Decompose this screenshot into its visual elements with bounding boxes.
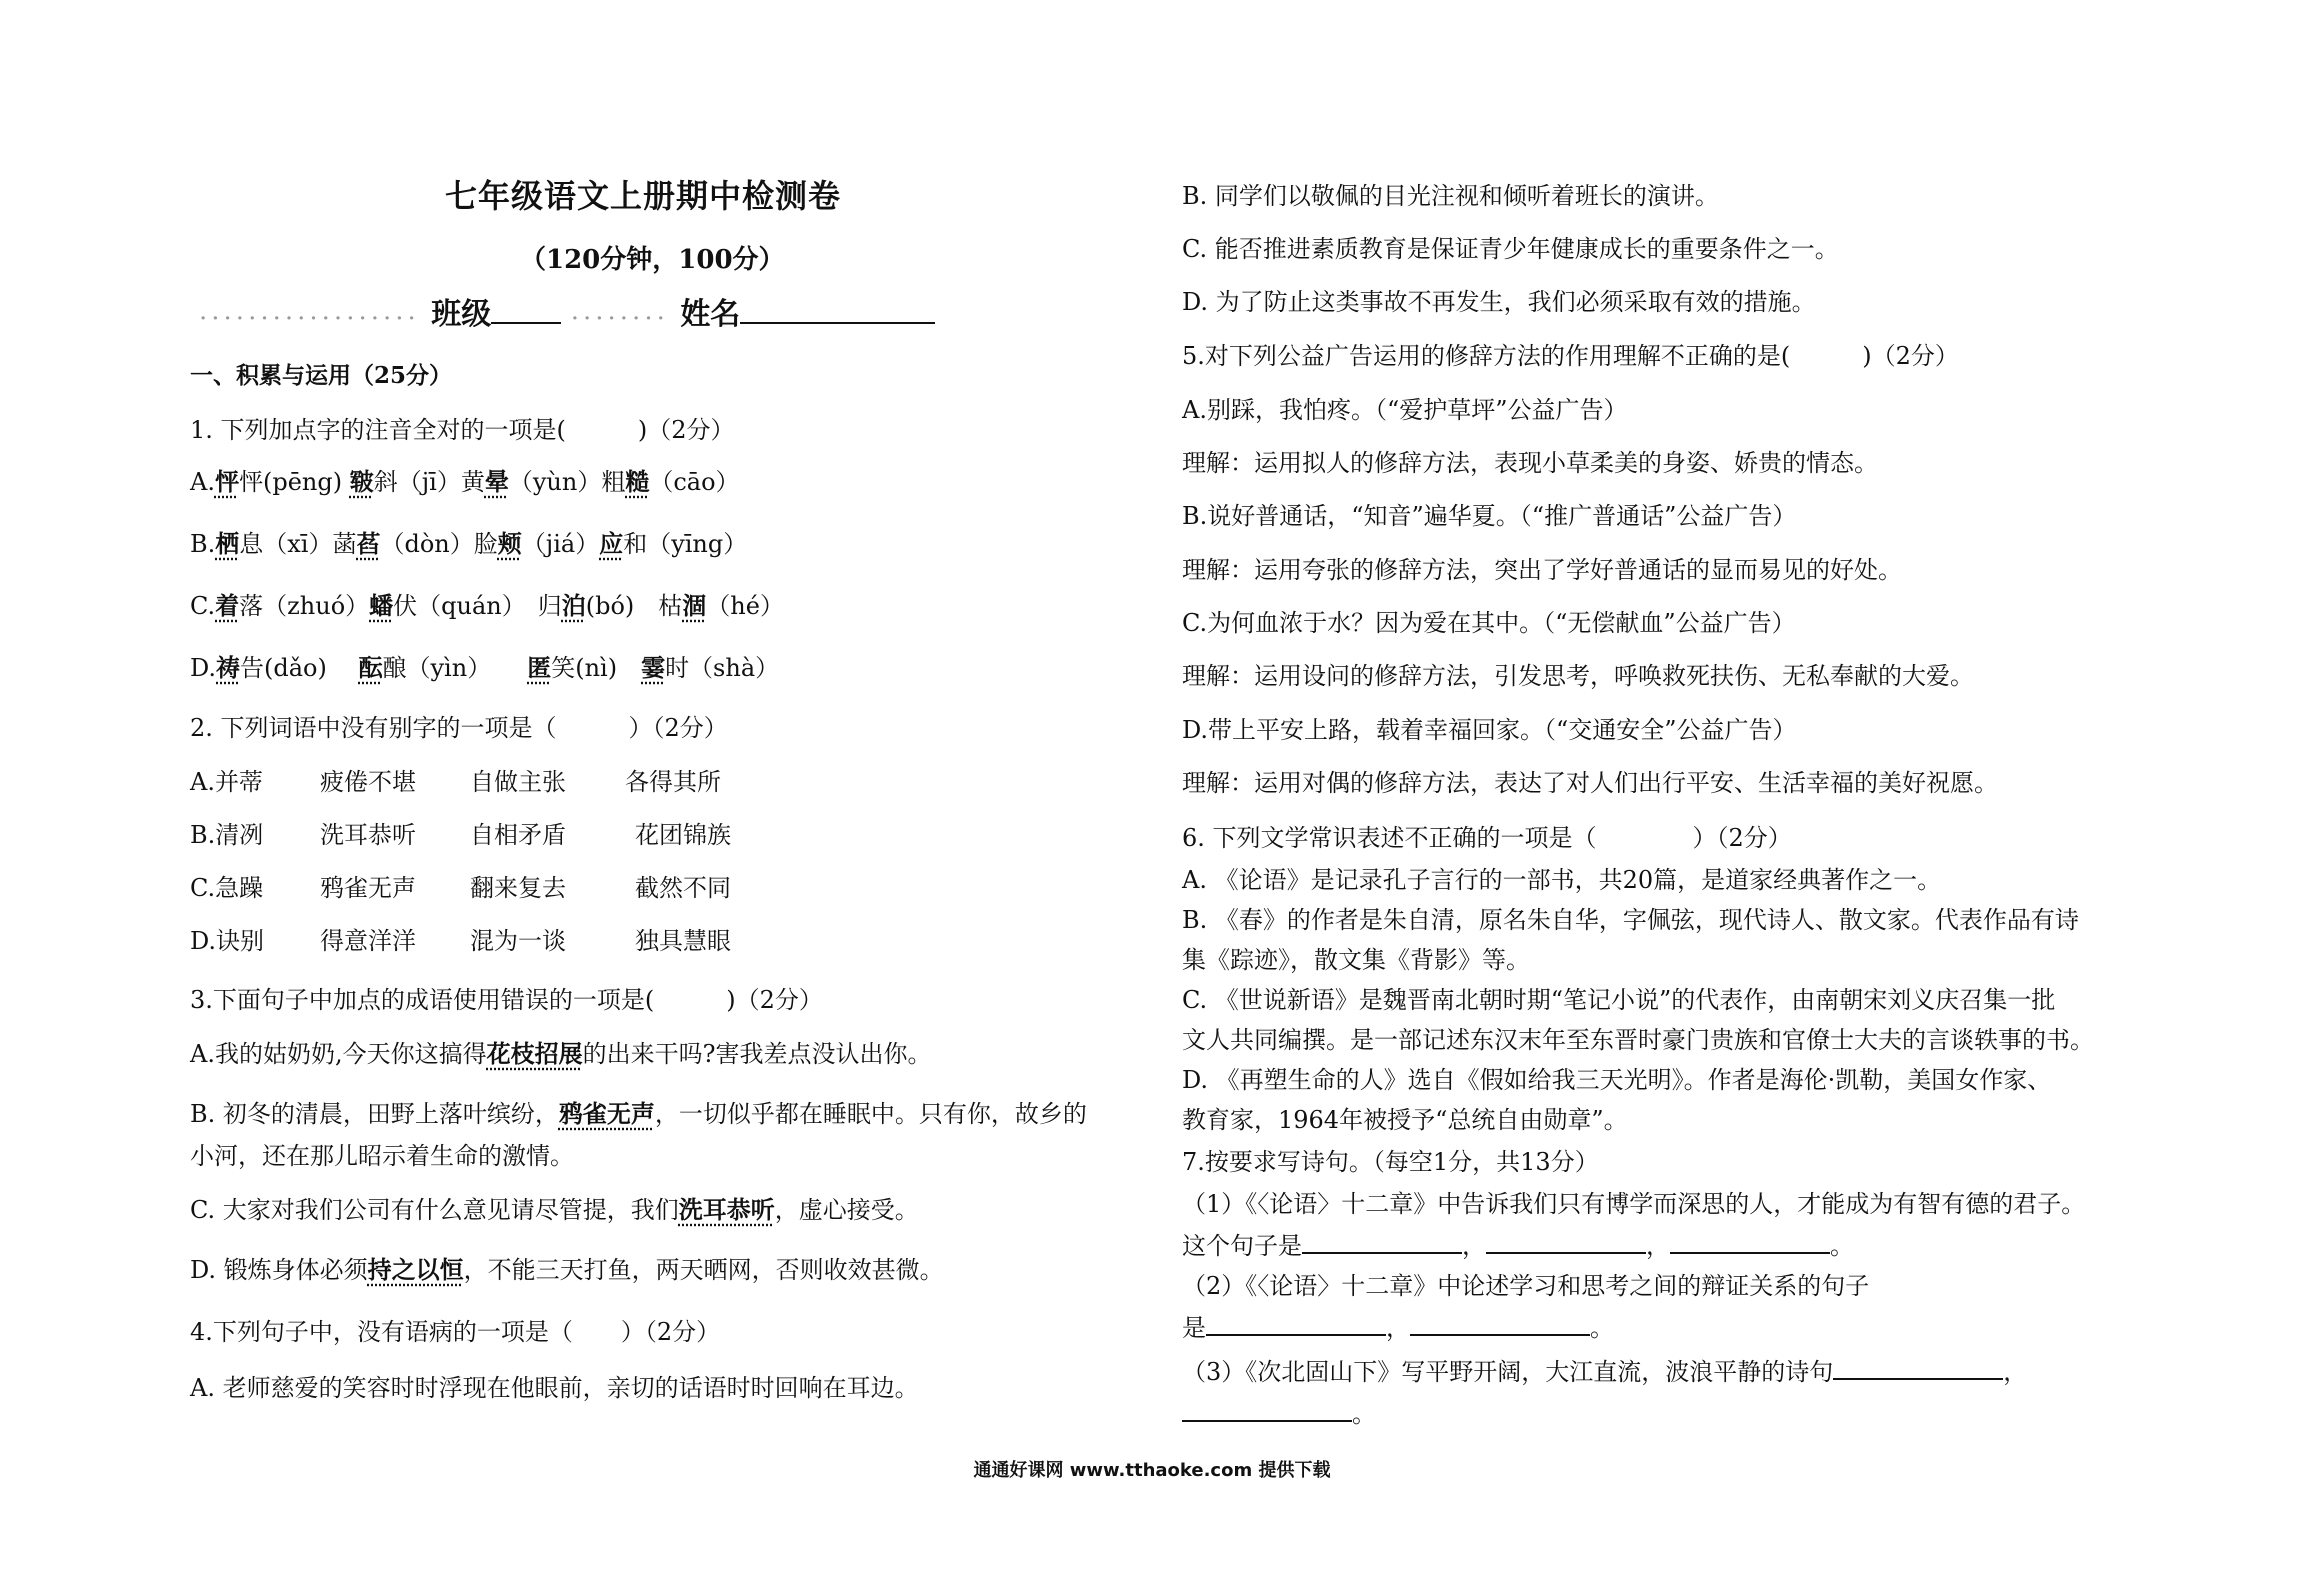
q6-line: B. 《春》的作者是朱自清，原名朱自华，字佩弦，现代诗人、散文家。代表作品有诗	[1182, 906, 2079, 934]
q7-part2-answer: 是 ， 。	[1182, 1310, 1614, 1344]
q3-option-a: A.我的姑奶奶,今天你这搞得花枝招展的出来干吗?害我差点没认出你。	[190, 1039, 932, 1068]
q5-line: 理解：运用设问的修辞方法，引发思考，呼唤救死扶伤、无私奉献的大爱。	[1182, 662, 1974, 690]
section-heading: 一、积累与运用（25分）	[190, 362, 453, 389]
q5-line: D.带上平安上路，载着幸福回家。（“交通安全”公益广告）	[1182, 716, 1797, 744]
q4-stem: 4.下列句子中，没有语病的一项是（ ）（2分）	[190, 1318, 721, 1346]
answer-blank[interactable]	[1410, 1310, 1590, 1336]
q2-option-d: D.诀别 得意洋洋 混为一谈 独具慧眼	[190, 927, 731, 955]
q1-option-b: B.栖息（xī）菡萏（dòn）脸颊（jiá）应和（yīng）	[190, 529, 748, 558]
q5-line: C.为何血浓于水？因为爱在其中。（“无偿献血”公益广告）	[1182, 609, 1796, 637]
q3-option-b-cont: 小河，还在那儿昭示着生命的激情。	[190, 1142, 574, 1170]
student-info-row	[200, 298, 935, 335]
dotted-leader: ··················	[200, 308, 421, 329]
answer-blank[interactable]	[1670, 1228, 1830, 1254]
q6-line: 集《踪迹》，散文集《背影》等。	[1182, 946, 1530, 974]
q6-line: A. 《论语》是记录孔子言行的一部书，共20篇，是道家经典著作之一。	[1182, 866, 1942, 894]
q3-option-b: B. 初冬的清晨，田野上落叶缤纷，鸦雀无声，一切似乎都在睡眠中。只有你，故乡的	[190, 1099, 1087, 1128]
answer-blank[interactable]	[1206, 1310, 1386, 1336]
q5-line: 理解：运用拟人的修辞方法，表现小草柔美的身姿、娇贵的情态。	[1182, 449, 1878, 477]
q5-line: 理解：运用对偶的修辞方法，表达了对人们出行平安、生活幸福的美好祝愿。	[1182, 769, 1998, 797]
class-label: 班级	[431, 297, 492, 332]
q4-option-b: B. 同学们以敬佩的目光注视和倾听着班长的演讲。	[1182, 182, 1719, 210]
q2-stem: 2. 下列词语中没有别字的一项是（ ）（2分）	[190, 714, 728, 742]
q4-option-d: D. 为了防止这类事故不再发生，我们必须采取有效的措施。	[1182, 288, 1816, 316]
q7-part3: （3）《次北固山下》写平野开阔，大江直流，波浪平静的诗句 ，	[1182, 1354, 2027, 1388]
q3-option-c: C. 大家对我们公司有什么意见请尽管提，我们洗耳恭听，虚心接受。	[190, 1195, 919, 1224]
q4-option-a: A. 老师慈爱的笑容时时浮现在他眼前，亲切的话语时时回响在耳边。	[190, 1374, 919, 1402]
answer-blank[interactable]	[1486, 1228, 1646, 1254]
dotted-leader: ········	[571, 308, 670, 329]
name-label: 姓名	[680, 297, 741, 332]
q7-part2: （2）《〈论语〉十二章》中论述学习和思考之间的辩证关系的句子	[1182, 1272, 1870, 1300]
q6-stem: 6. 下列文学常识表述不正确的一项是（ ）（2分）	[1182, 824, 1792, 852]
q1-stem: 1. 下列加点字的注音全对的一项是( )（2分）	[190, 416, 735, 444]
q5-line: A.别踩，我怕疼。（“爱护草坪”公益广告）	[1182, 396, 1628, 424]
class-blank[interactable]	[491, 298, 561, 324]
q3-stem: 3.下面句子中加点的成语使用错误的一项是( )（2分）	[190, 986, 823, 1014]
page-footer: 通通好课网 www.tthaoke.com 提供下载	[973, 1460, 1331, 1481]
q6-line: 教育家，1964年被授予“总统自由勋章”。	[1182, 1106, 1628, 1134]
q7-stem: 7.按要求写诗句。（每空1分，共13分）	[1182, 1148, 1599, 1176]
q7-part3-answer: 。	[1182, 1396, 1376, 1430]
q2-option-a: A.并蒂 疲倦不堪 自做主张 各得其所	[190, 768, 721, 796]
q1-option-a: A.怦怦(pēng) 皲斜（jī）黄晕（yùn）粗糙（cāo）	[190, 467, 740, 496]
q1-option-d: D.祷告(dǎo) 酝酿（yìn） 匿笑(nì) 霎时（shà）	[190, 653, 780, 682]
q6-line: C. 《世说新语》是魏晋南北朝时期“笔记小说”的代表作，由南朝宋刘义庆召集一批	[1182, 986, 2056, 1014]
q5-line: B.说好普通话，“知音”遍华夏。（“推广普通话”公益广告）	[1182, 502, 1797, 530]
q5-line: 理解：运用夸张的修辞方法，突出了学好普通话的显而易见的好处。	[1182, 556, 1902, 584]
q5-stem: 5.对下列公益广告运用的修辞方法的作用理解不正确的是( )（2分）	[1182, 342, 1959, 370]
q6-line: D. 《再塑生命的人》选自《假如给我三天光明》。作者是海伦·凯勒，美国女作家、	[1182, 1066, 2052, 1094]
q1-option-c: C.着落（zhuó）蟠伏（quán） 归泊(bó) 枯涸（hé）	[190, 591, 784, 620]
q6-line: 文人共同编撰。是一部记述东汉末年至东晋时豪门贵族和官僚士大夫的言谈轶事的书。	[1182, 1026, 2094, 1054]
q7-part1: （1）《〈论语〉十二章》中告诉我们只有博学而深思的人，才能成为有智有德的君子。	[1182, 1190, 2086, 1218]
name-blank[interactable]	[740, 298, 935, 324]
q2-option-c: C.急躁 鸦雀无声 翻来复去 截然不同	[190, 874, 731, 902]
q4-option-c: C. 能否推进素质教育是保证青少年健康成长的重要条件之一。	[1182, 235, 1839, 263]
exam-subtitle: （120分钟，100分）	[520, 245, 785, 275]
answer-blank[interactable]	[1182, 1396, 1352, 1422]
q2-option-b: B.清冽 洗耳恭听 自相矛盾 花团锦族	[190, 821, 731, 849]
q7-part1-answer: 这个句子是 ， ， 。	[1182, 1228, 1854, 1262]
q3-option-d: D. 锻炼身体必须持之以恒，不能三天打鱼，两天晒网，否则收效甚微。	[190, 1255, 944, 1284]
page-title: 七年级语文上册期中检测卷	[445, 177, 842, 215]
answer-blank[interactable]	[1833, 1354, 2003, 1380]
answer-blank[interactable]	[1302, 1228, 1462, 1254]
